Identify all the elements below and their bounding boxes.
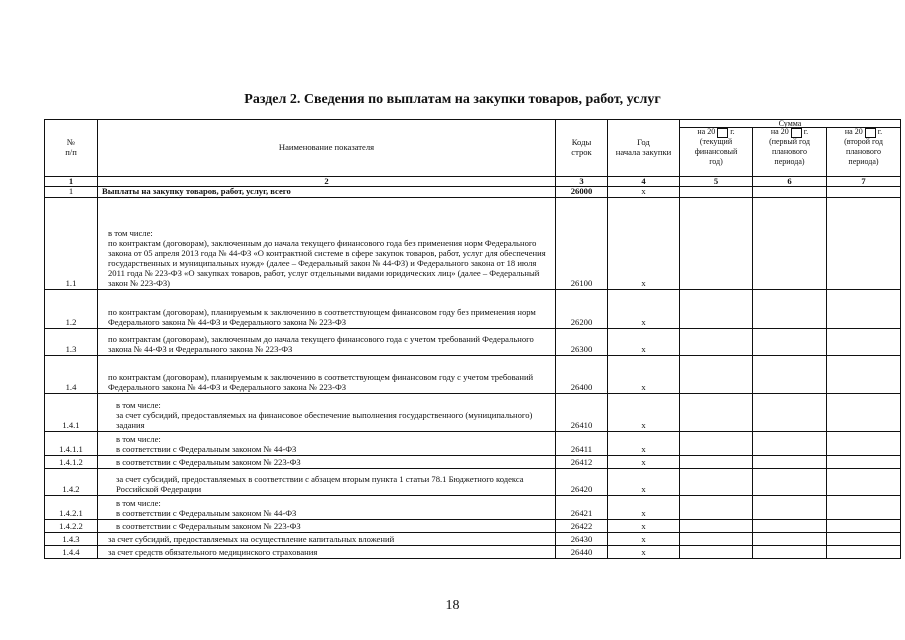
column-number: 7 — [827, 177, 901, 187]
col-no-header: № п/п — [45, 120, 98, 177]
row-number: 1.4.2.1 — [45, 496, 98, 520]
row-year-mark: x — [608, 187, 680, 198]
value-cell[interactable] — [827, 356, 901, 394]
row-code: 26300 — [556, 329, 608, 356]
row-year-mark: x — [608, 456, 680, 469]
row-code: 26440 — [556, 546, 608, 559]
table-row — [45, 290, 901, 329]
row-code: 26100 — [556, 198, 608, 290]
value-cell[interactable] — [827, 394, 901, 432]
col7-header: на 20 г. (второй год планового периода) — [827, 128, 901, 177]
value-cell[interactable] — [680, 546, 753, 559]
row-name: по контрактам (договорам), планируемым к заключению в соответствующем финансовом году с учетом требований Федерального закона № 44-ФЗ и Федерального закона № 223-ФЗ — [98, 356, 556, 394]
value-cell[interactable] — [827, 432, 901, 456]
table-row — [45, 394, 901, 432]
value-cell[interactable] — [827, 290, 901, 329]
value-cell[interactable] — [680, 432, 753, 456]
row-year-mark: x — [608, 394, 680, 432]
row-name: за счет средств обязательного медицинского страхования — [98, 546, 556, 559]
value-cell[interactable] — [827, 456, 901, 469]
value-cell[interactable] — [827, 187, 901, 198]
col-sum-header: Сумма — [680, 120, 901, 128]
table-row — [45, 456, 901, 469]
row-number: 1.4.1.2 — [45, 456, 98, 469]
row-subheading: в том числе: — [116, 498, 161, 509]
row-name: в том числе: в соответствии с Федеральным законом № 44-ФЗ — [98, 432, 556, 456]
row-year-mark: x — [608, 432, 680, 456]
value-cell[interactable] — [680, 469, 753, 496]
row-number: 1.4 — [45, 356, 98, 394]
value-cell[interactable] — [680, 520, 753, 533]
table-row — [45, 432, 901, 456]
row-year-mark: x — [608, 290, 680, 329]
value-cell[interactable] — [753, 469, 827, 496]
row-number: 1.1 — [45, 198, 98, 290]
row-subheading: в том числе: — [116, 434, 161, 445]
row-number: 1.4.1 — [45, 394, 98, 432]
row-number: 1.4.2.2 — [45, 520, 98, 533]
value-cell[interactable] — [753, 456, 827, 469]
column-number: 1 — [45, 177, 98, 187]
value-cell[interactable] — [827, 546, 901, 559]
value-cell[interactable] — [753, 187, 827, 198]
value-cell[interactable] — [827, 329, 901, 356]
value-cell[interactable] — [753, 496, 827, 520]
value-cell[interactable] — [680, 533, 753, 546]
value-cell[interactable] — [827, 533, 901, 546]
row-name: за счет субсидий, предоставляемых в соответствии с абзацем вторым пункта 1 статьи 78.1 Бюджетного кодекса Российской Федерации — [98, 469, 556, 496]
value-cell[interactable] — [680, 329, 753, 356]
value-cell[interactable] — [753, 520, 827, 533]
row-year-mark: x — [608, 329, 680, 356]
column-number: 3 — [556, 177, 608, 187]
column-numbers-row — [45, 177, 901, 187]
column-number: 4 — [608, 177, 680, 187]
row-number: 1.4.4 — [45, 546, 98, 559]
value-cell[interactable] — [753, 546, 827, 559]
table-row — [45, 533, 901, 546]
row-name: за счет субсидий, предоставляемых на осуществление капитальных вложений — [98, 533, 556, 546]
row-number: 1 — [45, 187, 98, 198]
col5-header: на 20 г. (текущий финансовый год) — [680, 128, 753, 177]
value-cell[interactable] — [753, 394, 827, 432]
row-year-mark: x — [608, 356, 680, 394]
row-code: 26000 — [556, 187, 608, 198]
value-cell[interactable] — [753, 533, 827, 546]
table-row — [45, 356, 901, 394]
row-name: по контрактам (договорам), планируемым к заключению в соответствующем финансовом году без применения норм Федерального закона № 44-ФЗ и Федерального закона № 223-ФЗ — [98, 290, 556, 329]
value-cell[interactable] — [680, 356, 753, 394]
row-code: 26411 — [556, 432, 608, 456]
value-cell[interactable] — [680, 290, 753, 329]
row-year-mark: x — [608, 496, 680, 520]
col6-header: на 20 г. (первый год планового периода) — [753, 128, 827, 177]
payments-table — [44, 119, 901, 559]
table-row — [45, 198, 901, 290]
row-name: в том числе: в соответствии с Федеральным законом № 44-ФЗ — [98, 496, 556, 520]
row-name: в том числе: за счет субсидий, предоставляемых на финансовое обеспечение выполнения государственного (муниципального) задания — [98, 394, 556, 432]
row-subheading: в том числе: — [116, 400, 161, 411]
column-number: 6 — [753, 177, 827, 187]
row-code: 26400 — [556, 356, 608, 394]
column-number: 2 — [98, 177, 556, 187]
value-cell[interactable] — [680, 394, 753, 432]
col-name-header: Наименование показателя — [98, 120, 556, 177]
value-cell[interactable] — [680, 187, 753, 198]
value-cell[interactable] — [827, 198, 901, 290]
row-name: в том числе: по контрактам (договорам), заключенным до начала текущего финансового года без применения норм Федерального закона от 05 апреля 2013 года № 44-ФЗ «О контрактной системе в сфере закупок товаров, работ, услуг для обеспечения государственных и муниципальных нужд» (далее – Федеральный закон № 44-ФЗ) и Федерального закона от 18 июля 2011 года № 223-ФЗ «О закупках товаров, работ, услуг отдельными видами юридических лиц» (далее – Федеральный закон № 223-ФЗ) — [98, 198, 556, 290]
row-name: по контрактам (договорам), заключенным до начала текущего финансового года с учетом требований Федерального закона № 44-ФЗ и Федерального закона № 223-ФЗ — [98, 329, 556, 356]
value-cell[interactable] — [827, 469, 901, 496]
table-row — [45, 546, 901, 559]
row-code: 26430 — [556, 533, 608, 546]
row-name: в соответствии с Федеральным законом № 223-ФЗ — [98, 456, 556, 469]
row-year-mark: x — [608, 520, 680, 533]
row-code: 26410 — [556, 394, 608, 432]
row-year-mark: x — [608, 469, 680, 496]
value-cell[interactable] — [680, 496, 753, 520]
row-number: 1.4.3 — [45, 533, 98, 546]
value-cell[interactable] — [753, 432, 827, 456]
table-row — [45, 329, 901, 356]
row-number: 1.4.2 — [45, 469, 98, 496]
value-cell[interactable] — [680, 198, 753, 290]
row-code: 26422 — [556, 520, 608, 533]
value-cell[interactable] — [827, 496, 901, 520]
table-row — [45, 469, 901, 496]
table-row — [45, 496, 901, 520]
value-cell[interactable] — [827, 520, 901, 533]
row-number: 1.3 — [45, 329, 98, 356]
row-year-mark: x — [608, 546, 680, 559]
col-year-header: Год начала закупки — [608, 120, 680, 177]
row-code: 26200 — [556, 290, 608, 329]
page-number: 18 — [445, 598, 460, 613]
row-code: 26421 — [556, 496, 608, 520]
value-cell[interactable] — [753, 290, 827, 329]
col-codes-header: Коды строк — [556, 120, 608, 177]
row-number: 1.4.1.1 — [45, 432, 98, 456]
value-cell[interactable] — [753, 198, 827, 290]
value-cell[interactable] — [753, 356, 827, 394]
row-year-mark: x — [608, 198, 680, 290]
row-code: 26412 — [556, 456, 608, 469]
column-number: 5 — [680, 177, 753, 187]
table-row — [45, 520, 901, 533]
value-cell[interactable] — [680, 456, 753, 469]
row-code: 26420 — [556, 469, 608, 496]
section-title: Раздел 2. Сведения по выплатам на закупки товаров, работ, услуг — [244, 92, 661, 107]
row-name: Выплаты на закупку товаров, работ, услуг, всего — [98, 187, 556, 198]
value-cell[interactable] — [753, 329, 827, 356]
table-row — [45, 187, 901, 198]
row-year-mark: x — [608, 533, 680, 546]
row-name: в соответствии с Федеральным законом № 223-ФЗ — [98, 520, 556, 533]
row-subheading: в том числе: — [108, 228, 153, 239]
row-number: 1.2 — [45, 290, 98, 329]
